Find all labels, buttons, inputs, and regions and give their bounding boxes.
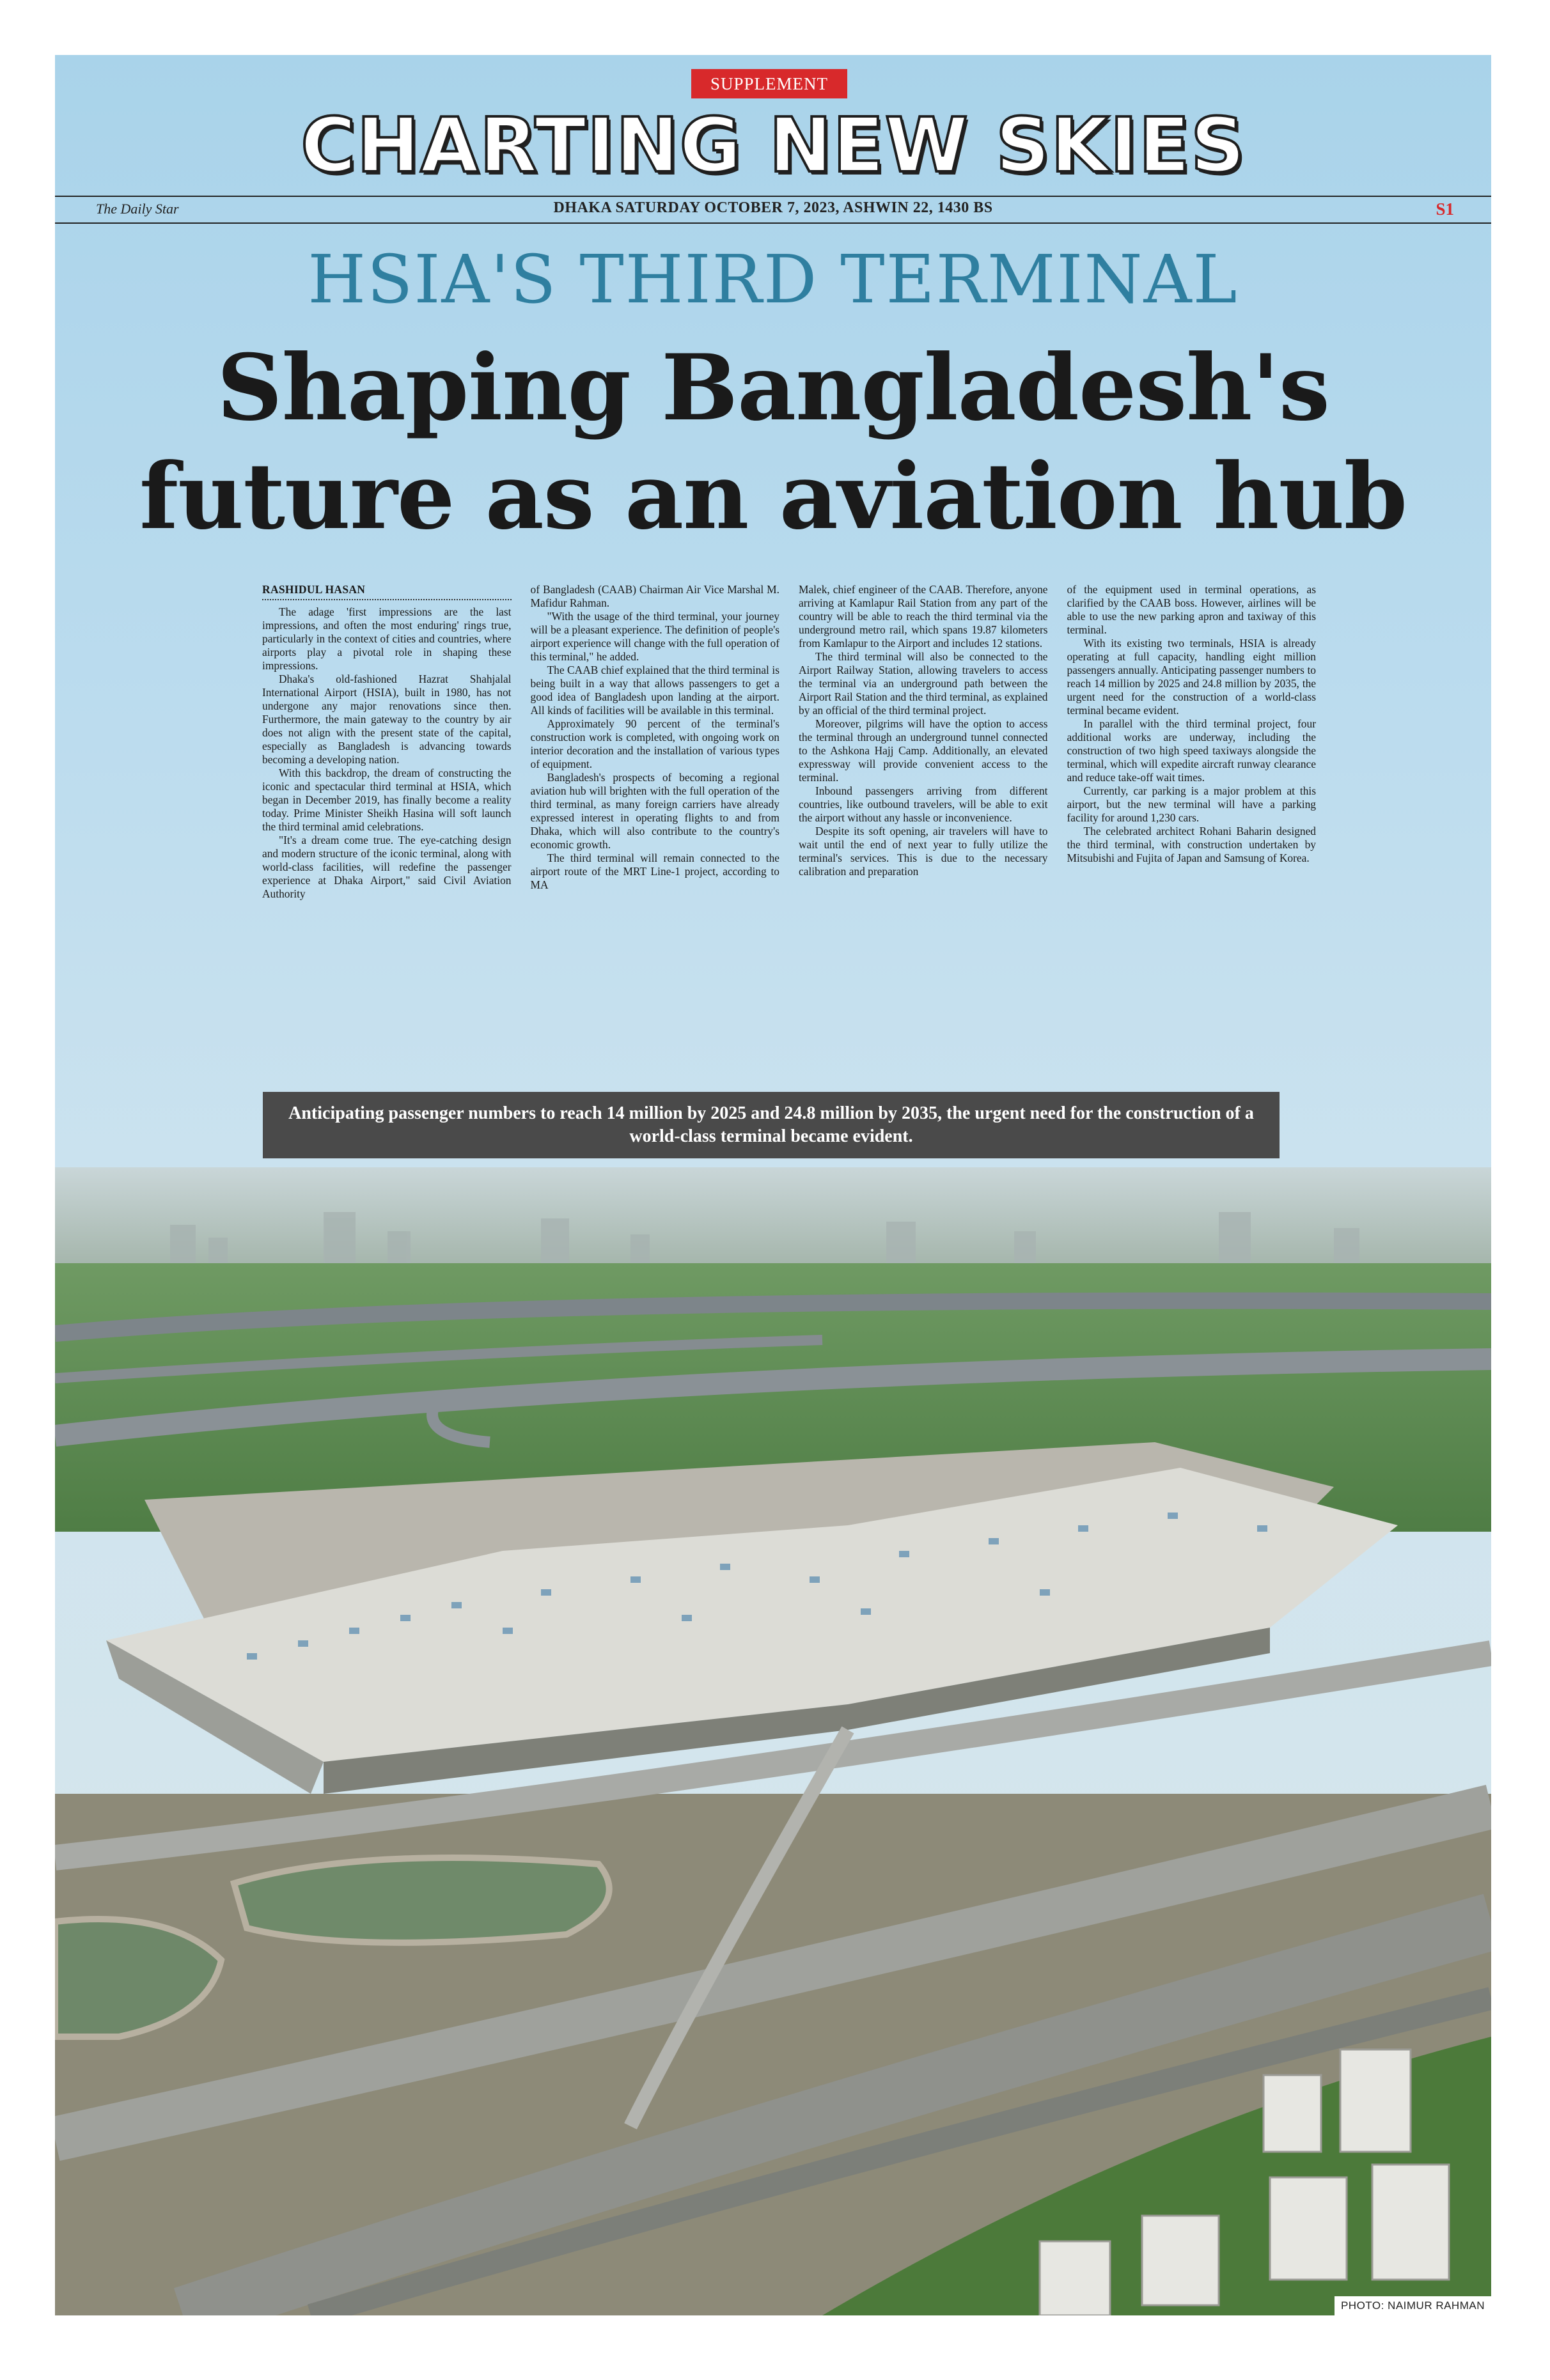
paragraph: The adage 'first impressions are the last impressions, and often the most enduring' rings true, particularly in the context of cities and countries, where airports play a pivotal role in shaping these impressions. xyxy=(262,605,512,672)
paragraph: Currently, car parking is a major problem at this airport, but the new terminal will have a parking facility for around 1,230 cars. xyxy=(1067,784,1316,824)
paragraph: The third terminal will remain connected to the airport route of the MRT Line-1 project, according to MA xyxy=(530,852,779,891)
paragraph: Despite its soft opening, air travelers will have to wait until the end of next year to fully utilize the terminal's services. This is due to the necessary calibration and preparation xyxy=(799,825,1048,878)
article-column-4 xyxy=(1067,583,1317,1050)
divider-top xyxy=(55,196,1491,197)
article-column-3 xyxy=(799,583,1048,1050)
dateline-bar xyxy=(55,198,1491,221)
aerial-terminal-illustration xyxy=(55,1167,1491,2315)
byline: RASHIDUL HASAN xyxy=(262,583,512,600)
paragraph: Approximately 90 percent of the terminal's construction work is completed, with ongoing work on interior decoration and the installation of various types of equipment. xyxy=(530,717,779,770)
paragraph: Moreover, pilgrims will have the option to access the terminal through an underground tunnel connected to the Ashkona Hajj Camp. Additionally, an elevated expressway will provide convenient access to the terminal. xyxy=(799,717,1048,784)
headline-line-2: future as an aviation hub xyxy=(139,444,1407,550)
supplement-label: SUPPLEMENT xyxy=(691,69,847,98)
headline xyxy=(55,334,1491,551)
kicker-heading: HSIA'S THIRD TERMINAL xyxy=(308,240,1239,318)
paragraph: "With the usage of the third terminal, your journey will be a pleasant experience. The definition of people's airport experience will change with the full operation of this terminal," he added. xyxy=(530,610,779,663)
paragraph: With this backdrop, the dream of constructing the iconic and spectacular third terminal at HSIA, which began in December 2019, has finally become a reality today. Prime Minister Sheikh Hasina will soft launch the third terminal amid celebrations. xyxy=(262,766,512,833)
article-column-1 xyxy=(262,583,512,1050)
masthead-title: CHARTING NEW SKIES xyxy=(301,101,1246,189)
paragraph: of Bangladesh (CAAB) Chairman Air Vice Marshal M. Mafidur Rahman. xyxy=(530,583,779,609)
paragraph: "It's a dream come true. The eye-catching design and modern structure of the iconic terminal, along with world-class facilities, will redefine the passenger experience at Dhaka Airport," said Civil Aviation Authority xyxy=(262,834,512,900)
paper-logo: The Daily Star xyxy=(96,201,179,217)
divider-bottom xyxy=(55,222,1491,224)
paragraph: The celebrated architect Rohani Baharin designed the third terminal, with construction undertaken by Mitsubishi and Fujita of Japan and Samsung of Korea. xyxy=(1067,825,1316,864)
paragraph: Bangladesh's prospects of becoming a regional aviation hub will brighten with the full operation of the third terminal, as many foreign carriers have already expressed interest in operating flights to and from Dhaka, which will also contribute to the country's economic growth. xyxy=(530,771,779,851)
paragraph: Malek, chief engineer of the CAAB. Therefore, anyone arriving at Kamlapur Rail Station from any part of the country will be able to reach the third terminal via the underground metro rail, which spans 19.87 kilometers from Kamlapur to the Airport and includes 12 stations. xyxy=(799,583,1048,649)
page-number: S1 xyxy=(1436,199,1454,219)
article-body xyxy=(262,583,1316,1050)
paragraph: of the equipment used in terminal operations, as clarified by the CAAB boss. However, airlines will be able to use the new parking apron and taxiway of this terminal. xyxy=(1067,583,1316,636)
newspaper-page xyxy=(55,55,1491,2315)
paragraph: With its existing two terminals, HSIA is already operating at full capacity, handling eight million passengers annually. Anticipating passenger numbers to reach 14 million by 2025 and 24.8 million by 2035, the urgent need for the construction of a world-class terminal became evident. xyxy=(1067,637,1316,717)
paragraph: The CAAB chief explained that the third terminal is being built in a way that allows passengers to get a good idea of Bangladesh upon landing at the airport. All kinds of facilities will be available in this terminal. xyxy=(530,664,779,717)
article-column-2 xyxy=(531,583,780,1050)
pull-quote: Anticipating passenger numbers to reach 14 million by 2025 and 24.8 million by 2035, the urgent need for the construction of a world-class terminal became evident. xyxy=(263,1092,1280,1158)
photo-credit: PHOTO: NAIMUR RAHMAN xyxy=(1335,2296,1491,2315)
paragraph: Inbound passengers arriving from different countries, like outbound travelers, will be able to exit the airport without any hassle or inconvenience. xyxy=(799,784,1048,824)
aerial-photo xyxy=(55,1167,1491,2315)
headline-line-1: Shaping Bangladesh's xyxy=(217,335,1329,441)
paragraph: The third terminal will also be connected to the Airport Railway Station, allowing travelers to access the terminal via an underground path between the Airport Rail Station and the third terminal, as explained by an official of the third terminal project. xyxy=(799,650,1048,717)
paragraph: In parallel with the third terminal project, four additional works are underway, including the construction of two high speed taxiways alongside the terminal, which will expedite aircraft runway clearance and reduce take-off wait times. xyxy=(1067,717,1316,784)
dateline-text: DHAKA SATURDAY OCTOBER 7, 2023, ASHWIN 22, 1430 BS xyxy=(553,199,993,216)
paragraph: Dhaka's old-fashioned Hazrat Shahjalal International Airport (HSIA), built in 1980, has not undergone any major renovations since then. Furthermore, the main gateway to the country by air does not align with the present state of the capital, especially as Bangladesh is advancing towards becoming a developing nation. xyxy=(262,673,512,766)
